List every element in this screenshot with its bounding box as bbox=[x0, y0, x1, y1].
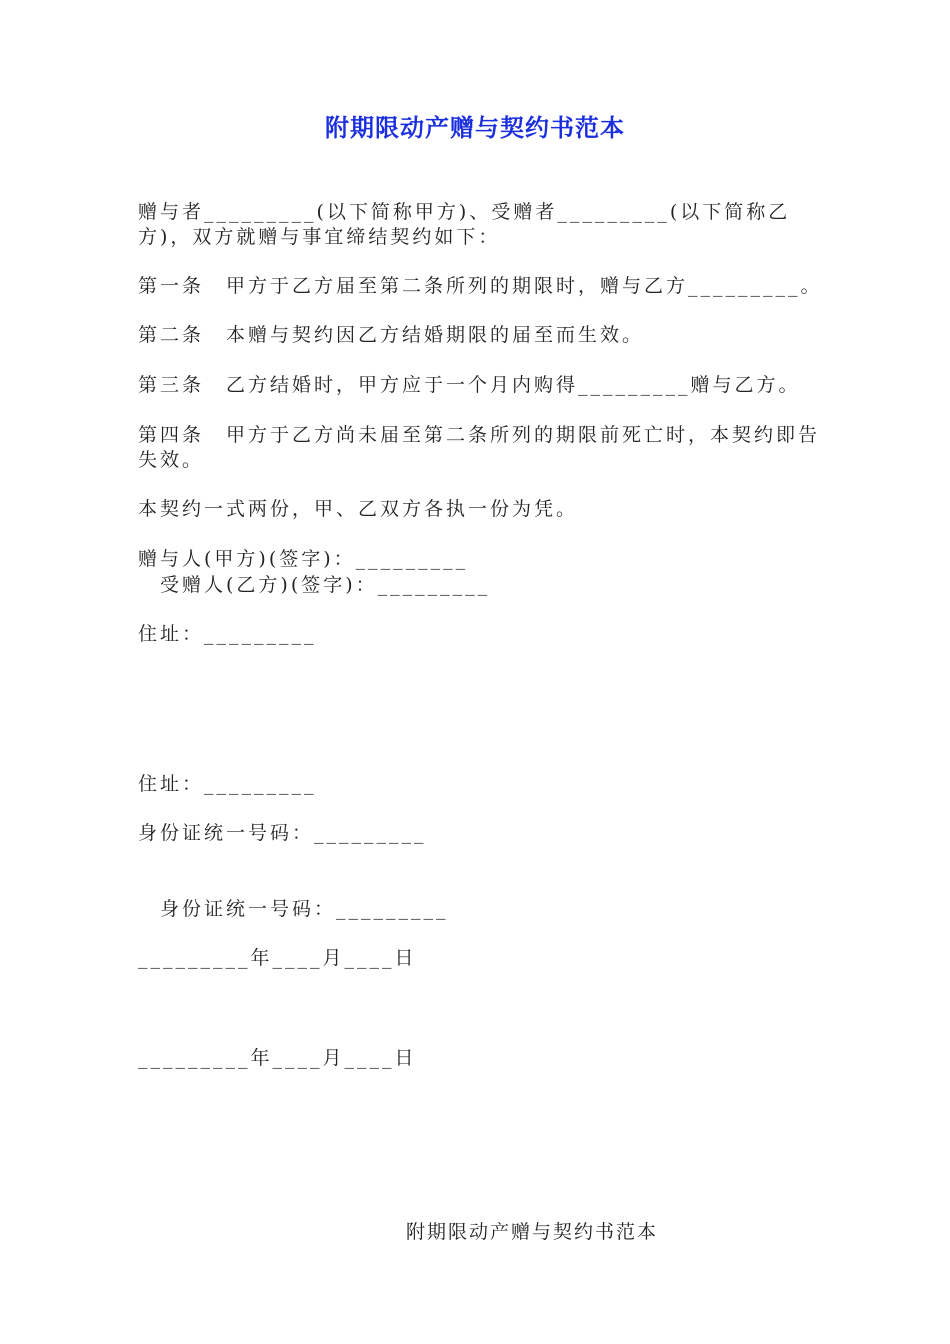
donee-date-line: _________年____月____日 bbox=[138, 1047, 417, 1069]
intro-paragraph: 赠与者_________(以下简称甲方)、受赠者_________(以下简称乙方)，双方就赠与事宜缔结契约如下： bbox=[138, 201, 791, 248]
donee-signature-line: 受赠人(乙方)(签字)：_________ bbox=[160, 574, 491, 596]
donor-address-line: 住址：_________ bbox=[138, 623, 317, 645]
donee-address-line: 住址：_________ bbox=[138, 773, 317, 795]
donor-signature-line: 赠与人(甲方)(签字)：_________ bbox=[138, 548, 469, 570]
article-3: 第三条 乙方结婚时，甲方应于一个月内购得_________赠与乙方。 bbox=[138, 374, 801, 396]
donor-date-line: _________年____月____日 bbox=[138, 947, 417, 969]
donor-id-line: 身份证统一号码：_________ bbox=[138, 822, 427, 844]
page-footer: 附期限动产赠与契约书范本 bbox=[406, 1221, 659, 1243]
article-2: 第二条 本赠与契约因乙方结婚期限的届至而生效。 bbox=[138, 324, 645, 346]
article-4: 第四条 甲方于乙方尚未届至第二条所列的期限前死亡时，本契约即告失效。 bbox=[138, 424, 821, 471]
article-1: 第一条 甲方于乙方届至第二条所列的期限时，赠与乙方_________。 bbox=[138, 275, 823, 297]
donee-id-line: 身份证统一号码：_________ bbox=[160, 898, 449, 920]
copies-clause: 本契约一式两份，甲、乙双方各执一份为凭。 bbox=[138, 498, 579, 520]
document-title: 附期限动产赠与契约书范本 bbox=[325, 114, 625, 142]
